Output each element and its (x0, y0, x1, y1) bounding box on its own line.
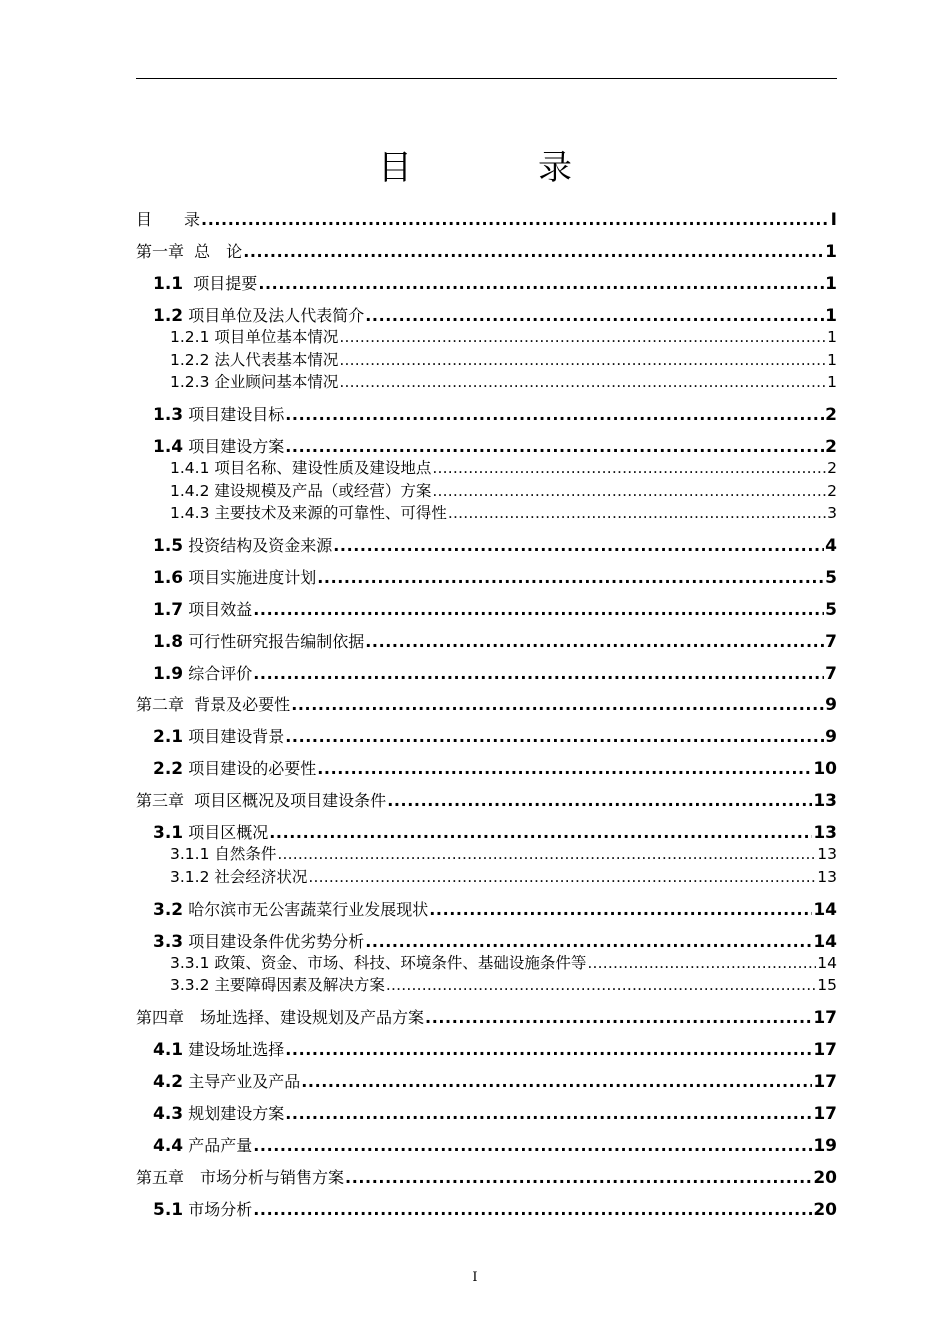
toc-leader-dots (258, 274, 824, 293)
toc-entry-text: 3.1.2 社会经济状况 (170, 868, 308, 886)
toc-leader-dots (308, 868, 816, 886)
toc-entry[interactable] (136, 1037, 837, 1059)
toc-entry-text: 项目单位及法人代表简介 (183, 306, 365, 325)
toc-entry-number: 4.2 (153, 1072, 184, 1092)
toc-entry[interactable] (136, 239, 837, 261)
toc-leader-dots (365, 932, 812, 951)
toc-entry-text: 项目建设背景 (183, 727, 285, 746)
toc-entry-text: 规划建设方案 (183, 1104, 285, 1123)
toc-entry-label (153, 1101, 284, 1124)
toc-entry-label (170, 973, 385, 995)
toc-leader-dots (386, 976, 816, 994)
toc-entry-label (136, 788, 386, 811)
toc-entry-label (153, 597, 252, 620)
toc-leader-dots (201, 210, 830, 229)
toc-entry-text: 1.2.1 项目单位基本情况 (170, 328, 339, 346)
toc-leader-dots (448, 504, 826, 522)
toc-entry-label (153, 303, 364, 326)
toc-entry[interactable] (136, 724, 837, 746)
toc-leader-dots (269, 823, 812, 842)
toc-entry-text: 第三章 项目区概况及项目建设条件 (136, 791, 387, 810)
toc-entry-label (153, 929, 364, 952)
toc-leader-dots (587, 954, 816, 972)
toc-leader-dots (365, 632, 824, 651)
toc-leader-dots (339, 328, 826, 346)
toc-entry-text: 投资结构及资金来源 (183, 536, 333, 555)
toc-entry[interactable] (136, 325, 837, 347)
toc-entry-label (170, 325, 338, 347)
toc-entry-number: 1.9 (153, 664, 184, 684)
toc-entry-page: 7 (825, 664, 837, 684)
toc-entry-label (153, 1197, 252, 1220)
toc-entry[interactable] (136, 629, 837, 651)
toc-entry-label (170, 865, 307, 887)
toc-leader-dots (291, 695, 824, 714)
toc-entry[interactable] (136, 1133, 837, 1155)
toc-entry-number: 1.2 (153, 306, 184, 326)
toc-entry-label (136, 692, 290, 715)
toc-entry-page: 5 (825, 600, 837, 620)
toc-entry-text: 第二章 背景及必要性 (136, 695, 291, 714)
toc-entry[interactable] (136, 348, 837, 370)
toc-entry-text: 第四章 场址选择、建设规划及产品方案 (136, 1008, 425, 1027)
page-title: 目 录 (378, 148, 618, 188)
toc-leader-dots (339, 351, 826, 369)
toc-entry-number: 4.4 (153, 1136, 184, 1156)
toc-entry-label (153, 1133, 252, 1156)
toc-entry-page: 20 (813, 1200, 837, 1220)
toc-entry-text: 主导产业及产品 (183, 1072, 301, 1091)
toc-entry-label (136, 1005, 424, 1028)
toc-entry-number: 2.2 (153, 759, 184, 779)
toc-entry-page: 2 (827, 482, 837, 500)
toc-entry-label (153, 629, 364, 652)
toc-entry-label (170, 348, 338, 370)
toc-entry-label (153, 271, 257, 294)
toc-entry[interactable] (136, 897, 837, 919)
toc-entry-label (153, 565, 316, 588)
toc-entry-page: 1 (825, 274, 837, 294)
toc-entry-page: 17 (813, 1104, 837, 1124)
toc-entry-label (170, 479, 431, 501)
toc-entry-number: 3.2 (153, 900, 184, 920)
toc-entry-label (153, 434, 284, 457)
toc-entry[interactable] (136, 456, 837, 478)
toc-entry-number: 1.1 (153, 274, 184, 294)
footer-page-number: I (472, 1270, 478, 1285)
toc-entry-number: 3.1 (153, 823, 184, 843)
toc-entry[interactable] (136, 1069, 837, 1091)
toc-leader-dots (333, 536, 824, 555)
toc-entry-number: 2.1 (153, 727, 184, 747)
toc-entry-page: 17 (813, 1008, 837, 1028)
toc-entry-page: 3 (827, 504, 837, 522)
toc-leader-dots (253, 664, 824, 683)
toc-entry-label (136, 239, 242, 262)
toc-entry-text: 建设场址选择 (183, 1040, 285, 1059)
toc-entry-text: 项目建设目标 (183, 405, 285, 424)
toc-entry-text: 项目区概况 (183, 823, 269, 842)
toc-entry-number: 4.1 (153, 1040, 184, 1060)
toc-entry[interactable] (136, 929, 837, 951)
toc-entry-label (153, 724, 284, 747)
toc-entry-label (153, 897, 428, 920)
toc-leader-dots (429, 900, 812, 919)
toc-leader-dots (301, 1072, 812, 1091)
toc-entry[interactable] (136, 207, 837, 229)
toc-leader-dots (243, 242, 824, 261)
toc-entry[interactable] (136, 820, 837, 842)
toc-entry-page: 13 (817, 845, 837, 863)
toc-leader-dots (425, 1008, 812, 1027)
toc-entry-page: 5 (825, 568, 837, 588)
toc-entry[interactable] (136, 1197, 837, 1219)
toc-leader-dots (432, 459, 826, 477)
toc-entry-page: 7 (825, 632, 837, 652)
toc-entry-page: 4 (825, 536, 837, 556)
toc-entry-page: 1 (825, 242, 837, 262)
toc-entry-text: 1.2.3 企业顾问基本情况 (170, 373, 339, 391)
toc-leader-dots (365, 306, 824, 325)
toc-entry-page: 14 (813, 900, 837, 920)
toc-leader-dots (345, 1168, 812, 1187)
toc-entry-page: 2 (825, 405, 837, 425)
toc-entry-page: 1 (825, 306, 837, 326)
toc-entry-text: 市场分析 (183, 1200, 253, 1219)
toc-entry-text: 项目实施进度计划 (183, 568, 317, 587)
toc-entry[interactable] (136, 501, 837, 523)
toc-entry-label (170, 842, 276, 864)
toc-leader-dots (277, 845, 816, 863)
header-rule (136, 78, 837, 79)
toc-entry[interactable] (136, 661, 837, 683)
toc-leader-dots (285, 1104, 812, 1123)
toc-entry-text: 项目建设的必要性 (183, 759, 317, 778)
toc-entry[interactable] (136, 1165, 837, 1187)
toc-entry[interactable] (136, 842, 837, 864)
toc-entry-text: 1.4.1 项目名称、建设性质及建设地点 (170, 459, 432, 477)
toc-entry-label (136, 1165, 344, 1188)
toc-entry[interactable] (136, 865, 837, 887)
toc-entry-label (153, 533, 332, 556)
toc-entry-number: 5.1 (153, 1200, 184, 1220)
toc-entry-page: 2 (825, 437, 837, 457)
toc-leader-dots (253, 600, 824, 619)
toc-entry[interactable] (136, 1101, 837, 1123)
toc-entry-label (170, 456, 431, 478)
toc-leader-dots (317, 759, 812, 778)
toc-entry[interactable] (136, 973, 837, 995)
toc-entry-page: I (830, 210, 837, 230)
toc-leader-dots (285, 1040, 812, 1059)
toc-leader-dots (387, 791, 812, 810)
toc-entry-page: 13 (813, 823, 837, 843)
toc-entry[interactable] (136, 1005, 837, 1027)
toc-entry-label (170, 370, 338, 392)
toc-entry-page: 17 (813, 1040, 837, 1060)
toc-entry-label (153, 756, 316, 779)
toc-entry-label (153, 402, 284, 425)
toc-entry-page: 13 (813, 791, 837, 811)
toc-entry-page: 1 (827, 373, 837, 391)
toc-entry-label (153, 820, 268, 843)
toc-leader-dots (317, 568, 824, 587)
toc-entry-number: 1.7 (153, 600, 184, 620)
toc-leader-dots (339, 373, 826, 391)
toc-entry-label (153, 1069, 300, 1092)
toc-entry-text: 3.3.1 政策、资金、市场、科技、环境条件、基础设施条件等 (170, 954, 587, 972)
toc-entry-page: 13 (817, 868, 837, 886)
toc-entry[interactable] (136, 788, 837, 810)
toc-entry-text: 产品产量 (183, 1136, 253, 1155)
toc-entry-label (170, 501, 447, 523)
toc-entry-label (153, 661, 252, 684)
toc-entry-page: 20 (813, 1168, 837, 1188)
toc-entry-text: 第一章 总 论 (136, 242, 243, 261)
toc-leader-dots (253, 1200, 812, 1219)
toc-entry-number: 1.5 (153, 536, 184, 556)
toc-entry-text: 综合评价 (183, 664, 253, 683)
toc-entry-page: 9 (825, 727, 837, 747)
toc-entry-text: 3.3.2 主要障碍因素及解决方案 (170, 976, 385, 994)
toc-entry-number: 1.4 (153, 437, 184, 457)
toc-entry-text: 第五章 市场分析与销售方案 (136, 1168, 345, 1187)
toc-entry-page: 15 (817, 976, 837, 994)
toc-entry-page: 10 (813, 759, 837, 779)
toc-entry-text: 1.4.3 主要技术及来源的可靠性、可得性 (170, 504, 447, 522)
toc-entry-text: 项目建设条件优劣势分析 (183, 932, 365, 951)
toc-entry[interactable] (136, 303, 837, 325)
toc-leader-dots (285, 437, 824, 456)
toc-entry-label (153, 1037, 284, 1060)
toc-entry[interactable] (136, 434, 837, 456)
toc-entry-text: 1.2.2 法人代表基本情况 (170, 351, 339, 369)
toc-entry[interactable] (136, 692, 837, 714)
toc-entry[interactable] (136, 370, 837, 392)
toc-entry-page: 14 (813, 932, 837, 952)
toc-entry-text: 目 录 (136, 210, 201, 229)
toc-entry[interactable] (136, 271, 837, 293)
toc-entry-page: 9 (825, 695, 837, 715)
toc-entry[interactable] (136, 597, 837, 619)
toc-entry-text: 3.1.1 自然条件 (170, 845, 277, 863)
toc-entry-page: 1 (827, 351, 837, 369)
toc-entry[interactable] (136, 533, 837, 555)
toc-entry-number: 1.8 (153, 632, 184, 652)
toc-leader-dots (285, 727, 824, 746)
toc-entry-text: 项目建设方案 (183, 437, 285, 456)
toc-entry[interactable] (136, 951, 837, 973)
toc-entry-number: 4.3 (153, 1104, 184, 1124)
toc-entry-text: 可行性研究报告编制依据 (183, 632, 365, 651)
toc-entry-text: 项目效益 (183, 600, 253, 619)
toc-entry-page: 2 (827, 459, 837, 477)
toc-entry-number: 1.3 (153, 405, 184, 425)
toc-entry-number: 1.6 (153, 568, 184, 588)
toc-entry-number: 3.3 (153, 932, 184, 952)
toc-leader-dots (432, 482, 826, 500)
toc-entry-label (170, 951, 586, 973)
toc-entry-text: 哈尔滨市无公害蔬菜行业发展现状 (183, 900, 429, 919)
toc-entry-page: 14 (817, 954, 837, 972)
toc-entry-label (136, 207, 200, 230)
toc-entry-text: 项目提要 (183, 274, 258, 293)
toc-leader-dots (285, 405, 824, 424)
toc-entry[interactable] (136, 756, 837, 778)
toc-entry[interactable] (136, 565, 837, 587)
toc-entry-page: 17 (813, 1072, 837, 1092)
toc-entry-page: 1 (827, 328, 837, 346)
toc-entry-text: 1.4.2 建设规模及产品（或经营）方案 (170, 482, 432, 500)
toc-entry-page: 19 (813, 1136, 837, 1156)
toc-entry[interactable] (136, 402, 837, 424)
toc-leader-dots (253, 1136, 812, 1155)
toc-entry[interactable] (136, 479, 837, 501)
